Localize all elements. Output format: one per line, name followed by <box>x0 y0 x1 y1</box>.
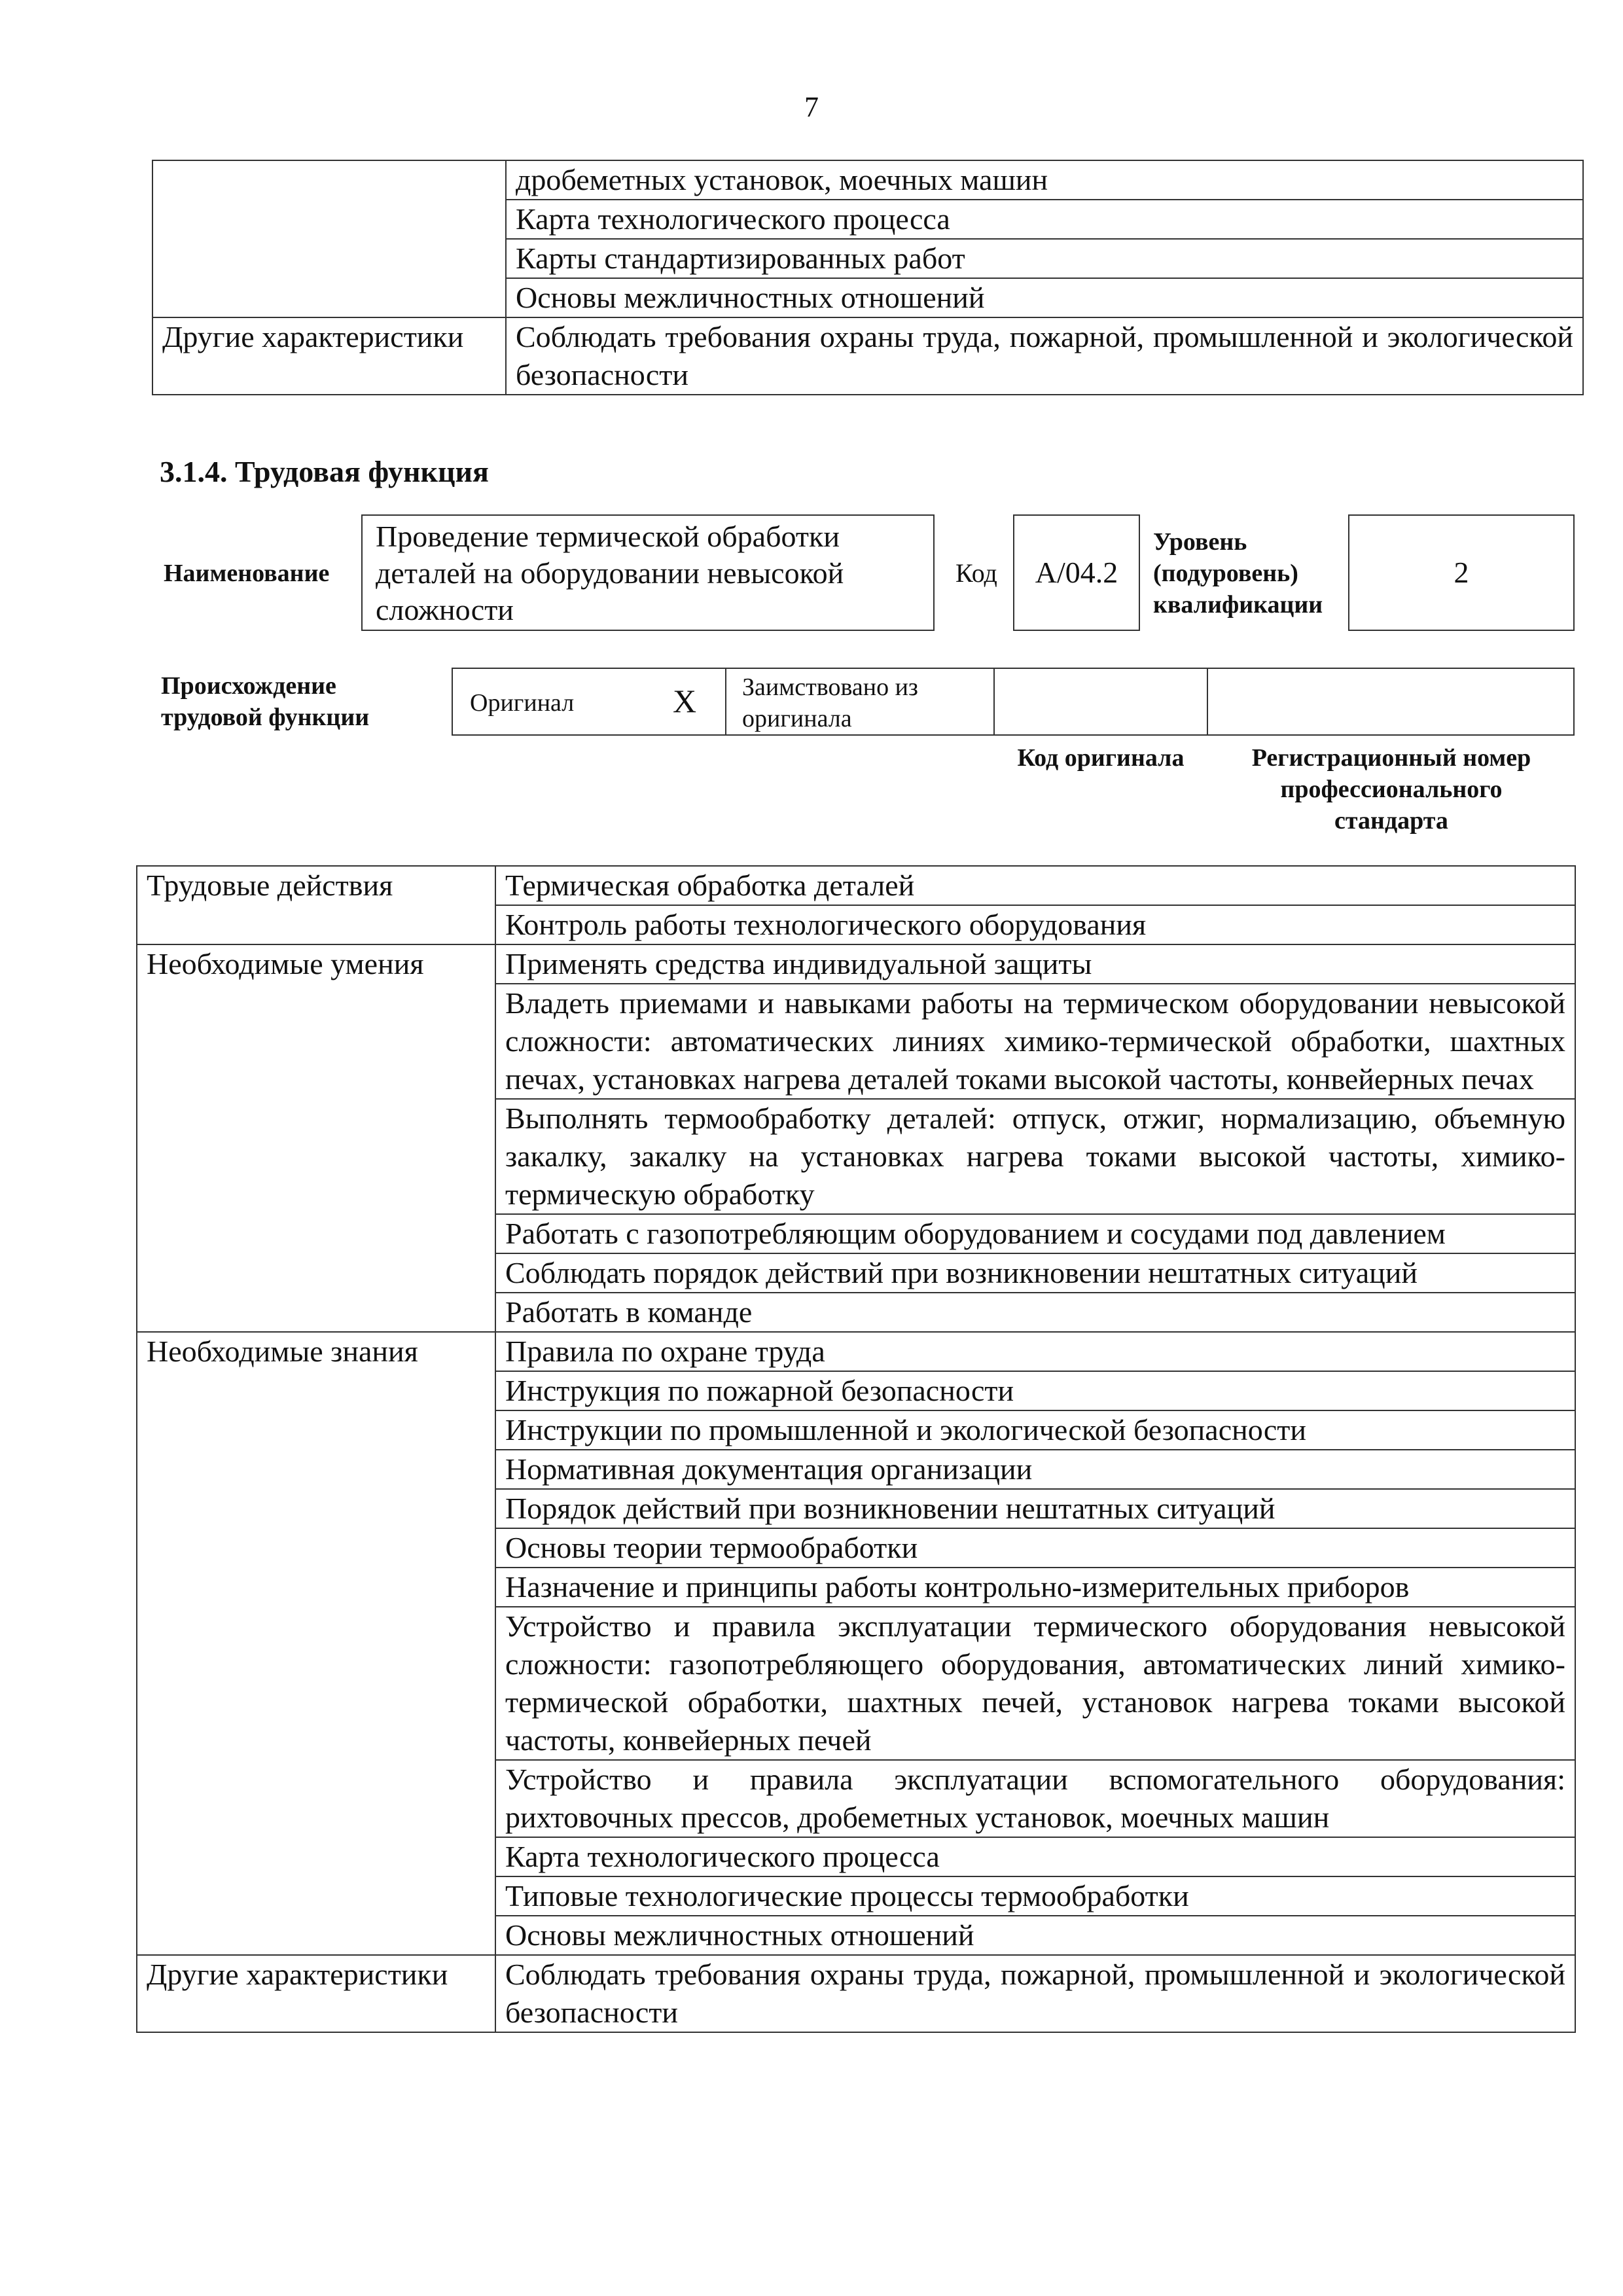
empty-label-cell <box>137 905 495 944</box>
list-item: Карта технологического процесса <box>495 1837 1575 1876</box>
list-item: Назначение и принципы работы контрольно-измерительных приборов <box>495 1568 1575 1607</box>
list-item: Инструкции по промышленной и экологической безопасности <box>495 1410 1575 1450</box>
list-item: Устройство и правила эксплуатации термического оборудования невысокой сложности: газопотребляющего оборудования, автоматических линий химико-термической обработки, шахтных печей, установок нагрева токами высокой частоты, конвейерных печей <box>495 1607 1575 1760</box>
name-value: Проведение термической обработки деталей на оборудовании невысокой сложности <box>361 514 935 631</box>
empty-label-cell <box>137 1528 495 1568</box>
knowledge-label: Необходимые знания <box>137 1332 495 1371</box>
empty-label-cell <box>137 1837 495 1876</box>
code-original-caption: Код оригинала <box>1017 744 1185 772</box>
original-label: Оригинал <box>470 689 575 717</box>
level-value: 2 <box>1348 514 1575 631</box>
list-item: Работать в команде <box>495 1293 1575 1332</box>
list-item: Соблюдать порядок действий при возникновении нештатных ситуаций <box>495 1253 1575 1293</box>
other-characteristics-label: Другие характеристики <box>152 317 506 395</box>
empty-label-cell <box>152 239 506 278</box>
empty-label-cell <box>137 984 495 1099</box>
list-item: Владеть приемами и навыками работы на термическом оборудовании невысокой сложности: автоматических линиях химико-термической обработки, шахтных печах, установках нагрева деталей токами высокой частоты, конвейерных печах <box>495 984 1575 1099</box>
list-item: Термическая обработка деталей <box>495 866 1575 905</box>
reg-number-box <box>1207 668 1575 736</box>
name-label: Наименование <box>164 560 330 587</box>
list-item: Выполнять термообработку деталей: отпуск, отжиг, нормализацию, объемную закалку, закалку на установках нагрева токами высокой частоты, химико-термическую обработку <box>495 1099 1575 1214</box>
list-item: Порядок действий при возникновении нештатных ситуаций <box>495 1489 1575 1528</box>
list-item: Типовые технологические процессы термообработки <box>495 1876 1575 1916</box>
list-item: Работать с газопотребляющим оборудованием и сосудами под давлением <box>495 1214 1575 1253</box>
table-row: Карты стандартизированных работ <box>506 239 1583 278</box>
list-item: Правила по охране труда <box>495 1332 1575 1371</box>
code-original-box <box>993 668 1208 736</box>
empty-label-cell <box>137 1760 495 1837</box>
list-item: Применять средства индивидуальной защиты <box>495 944 1575 984</box>
list-item: Инструкция по пожарной безопасности <box>495 1371 1575 1410</box>
page-number: 7 <box>804 91 819 123</box>
table-row: Основы межличностных отношений <box>506 278 1583 317</box>
list-item: Основы межличностных отношений <box>495 1916 1575 1955</box>
empty-label-cell <box>137 1916 495 1955</box>
empty-label-cell <box>152 278 506 317</box>
other-characteristics-text: Соблюдать требования охраны труда, пожарной, промышленной и экологической безопасности <box>495 1955 1575 2032</box>
table-row: Карта технологического процесса <box>506 200 1583 239</box>
list-item: Нормативная документация организации <box>495 1450 1575 1489</box>
top-table <box>152 160 1584 395</box>
other-characteristics-text: Соблюдать требования охраны труда, пожарной, промышленной и экологической безопасности <box>506 317 1583 395</box>
original-box <box>452 668 726 736</box>
empty-label-cell <box>137 1410 495 1450</box>
list-item: Устройство и правила эксплуатации вспомогательного оборудования: рихтовочных прессов, дробеметных установок, моечных машин <box>495 1760 1575 1837</box>
table-row: дробеметных установок, моечных машин <box>506 160 1583 200</box>
code-value: A/04.2 <box>1013 514 1140 631</box>
empty-label-cell <box>137 1876 495 1916</box>
empty-label-cell <box>137 1099 495 1214</box>
empty-label-cell <box>137 1568 495 1607</box>
list-item: Контроль работы технологического оборудования <box>495 905 1575 944</box>
section-heading: 3.1.4. Трудовая функция <box>160 455 489 488</box>
empty-label-cell <box>137 1607 495 1760</box>
empty-label-cell <box>137 1450 495 1489</box>
original-mark: X <box>673 683 697 719</box>
empty-label-cell <box>152 160 506 200</box>
empty-label-cell <box>137 1371 495 1410</box>
list-item: Основы теории термообработки <box>495 1528 1575 1568</box>
main-table <box>136 865 1576 2033</box>
skills-label: Необходимые умения <box>137 944 495 984</box>
origin-label: Происхождение трудовой функции <box>161 672 370 731</box>
borrowed-label: Заимствовано из оригинала <box>742 673 918 732</box>
borrowed-box <box>725 668 995 736</box>
empty-label-cell <box>137 1489 495 1528</box>
reg-number-caption: Регистрационный номер профессионального стандарта <box>1251 744 1531 834</box>
actions-label: Трудовые действия <box>137 866 495 905</box>
code-label: Код <box>955 558 997 588</box>
empty-label-cell <box>137 1214 495 1253</box>
other-characteristics-label: Другие характеристики <box>137 1955 495 2032</box>
level-label: Уровень (подуровень) квалификации <box>1153 528 1323 619</box>
empty-label-cell <box>152 200 506 239</box>
empty-label-cell <box>137 1253 495 1293</box>
empty-label-cell <box>137 1293 495 1332</box>
